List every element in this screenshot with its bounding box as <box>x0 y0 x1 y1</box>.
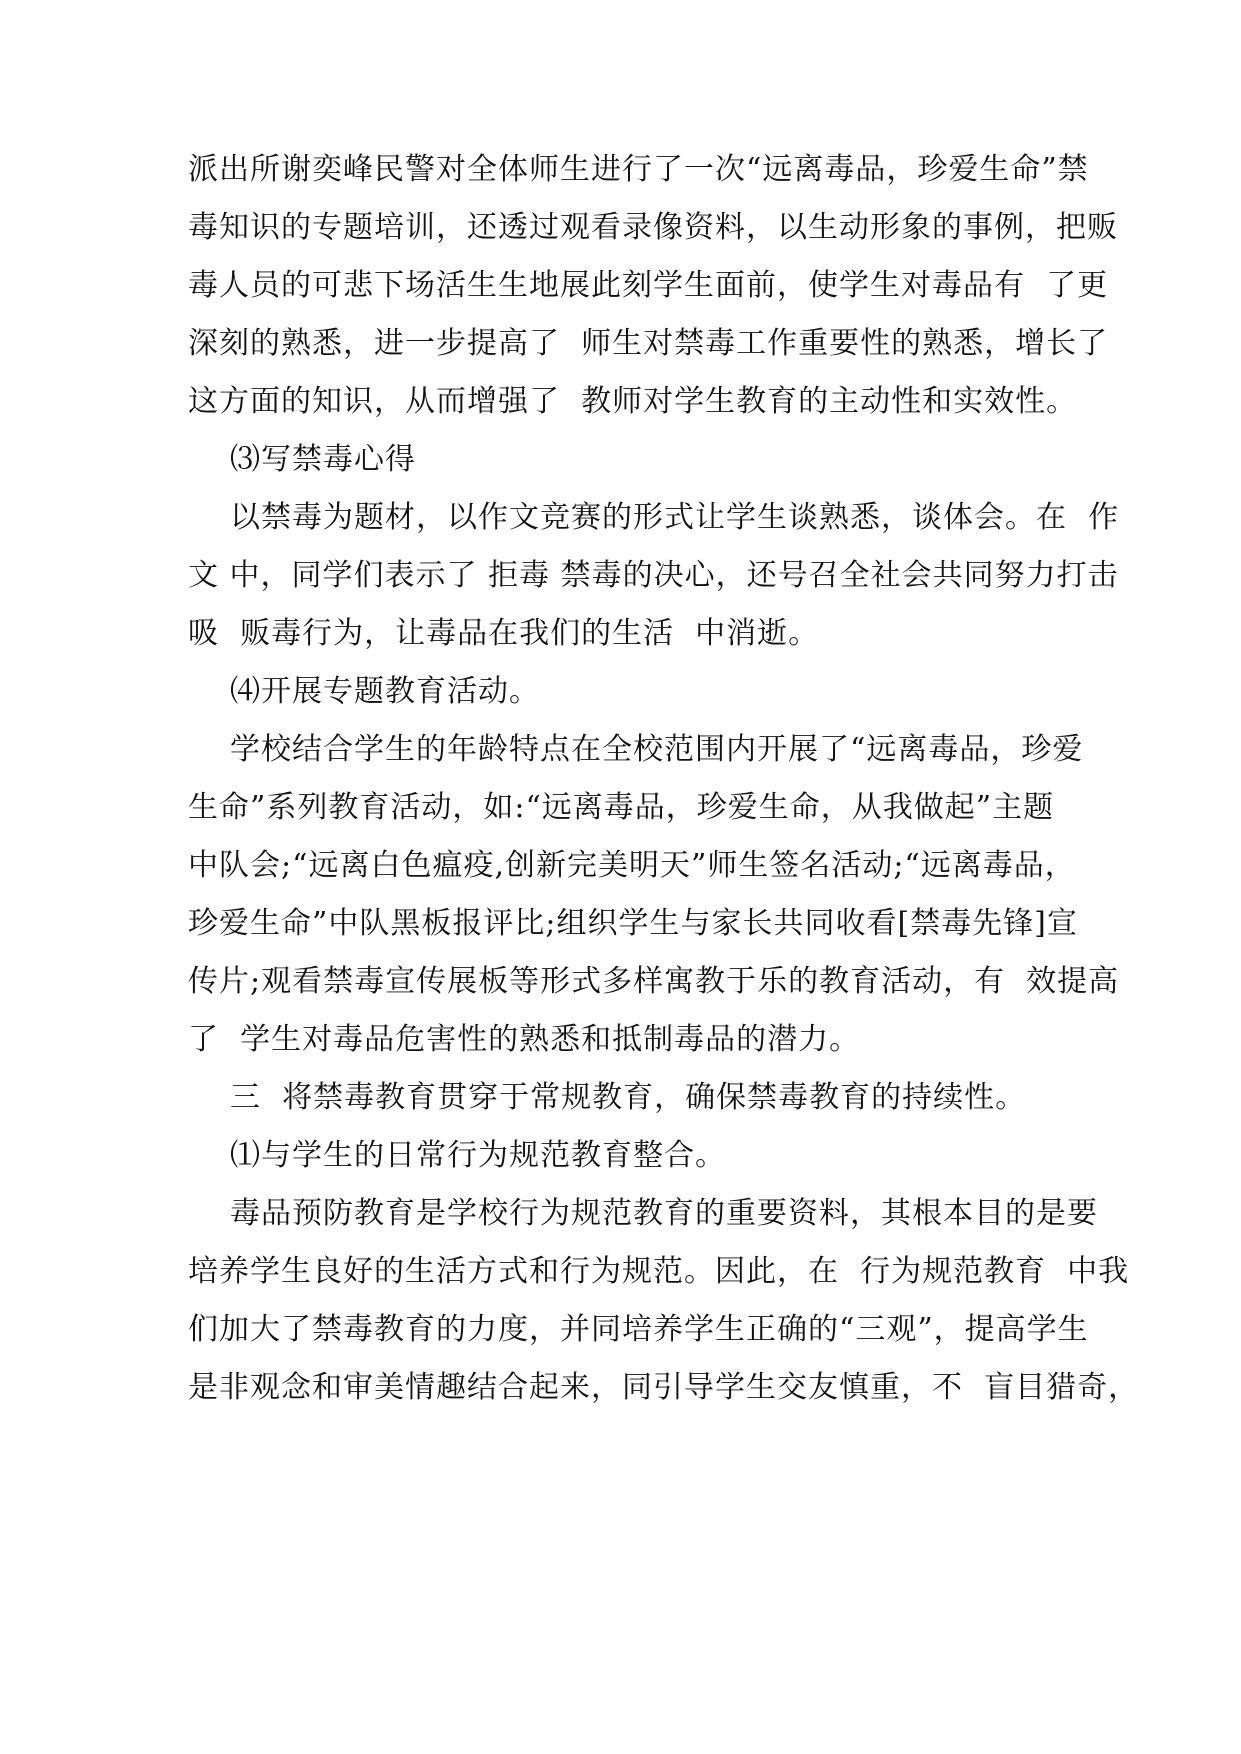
subheading: ⑷开展专题教育活动。 <box>230 674 540 709</box>
text-line: 毒人员的可悲下场活生生地展此刻学生面前，使学生对毒品有 了更 <box>188 268 1109 303</box>
text-line: 培养学生良好的生活方式和行为规范。因此，在 行为规范教育 中我 <box>188 1254 1130 1289</box>
text-line: 毒知识的专题培训，还透过观看录像资料，以生动形象的事例，把贩 <box>188 210 1118 245</box>
text-line: 学校结合学生的年龄特点在全校范围内开展了“远离毒品，珍爱 <box>230 732 1084 767</box>
text-line: 中队会;“远离白色瘟疫,创新完美明天”师生签名活动;“远离毒品， <box>188 848 1076 883</box>
text-line: 以禁毒为题材，以作文竞赛的形式让学生谈熟悉，谈体会。在 作 <box>230 500 1120 535</box>
subheading: ⑴与学生的日常行为规范教育整合。 <box>230 1138 726 1173</box>
text-line: 深刻的熟悉，进一步提高了 师生对禁毒工作重要性的熟悉，增长了 <box>188 326 1109 361</box>
text-line: 吸 贩毒行为，让毒品在我们的生活 中消逝。 <box>188 616 820 651</box>
text-line: 是非观念和审美情趣结合起来，同引导学生交友慎重，不 盲目猎奇， <box>188 1370 1140 1405</box>
text-line: 珍爱生命”中队黑板报评比;组织学生与家长共同收看[禁毒先锋]宣 <box>188 906 1078 941</box>
text-line: 文 中，同学们表示了 拒毒 禁毒的决心，还号召全社会共同努力打击 <box>188 558 1119 593</box>
text-line: 了 学生对毒品危害性的熟悉和抵制毒品的潜力。 <box>188 1022 861 1057</box>
text-line: 毒品预防教育是学校行为规范教育的重要资料，其根本目的是要 <box>230 1196 1098 1231</box>
text-line: 生命”系列教育活动，如:“远离毒品，珍爱生命，从我做起”主题 <box>188 790 1055 825</box>
text-line: 传片;观看禁毒宣传展板等形式多样寓教于乐的教育活动，有 效提高 <box>188 964 1120 999</box>
text-line: 这方面的知识，从而增强了 教师对学生教育的主动性和实效性。 <box>188 384 1078 419</box>
subheading: ⑶写禁毒心得 <box>230 442 416 477</box>
text-line: 派出所谢奕峰民警对全体师生进行了一次“远离毒品，珍爱生命”禁 <box>188 152 1089 187</box>
section-heading: 三 将禁毒教育贯穿于常规教育，确保禁毒教育的持续性。 <box>230 1080 1027 1115</box>
text-line: 们加大了禁毒教育的力度，并同培养学生正确的“三观”，提高学生 <box>188 1312 1089 1347</box>
